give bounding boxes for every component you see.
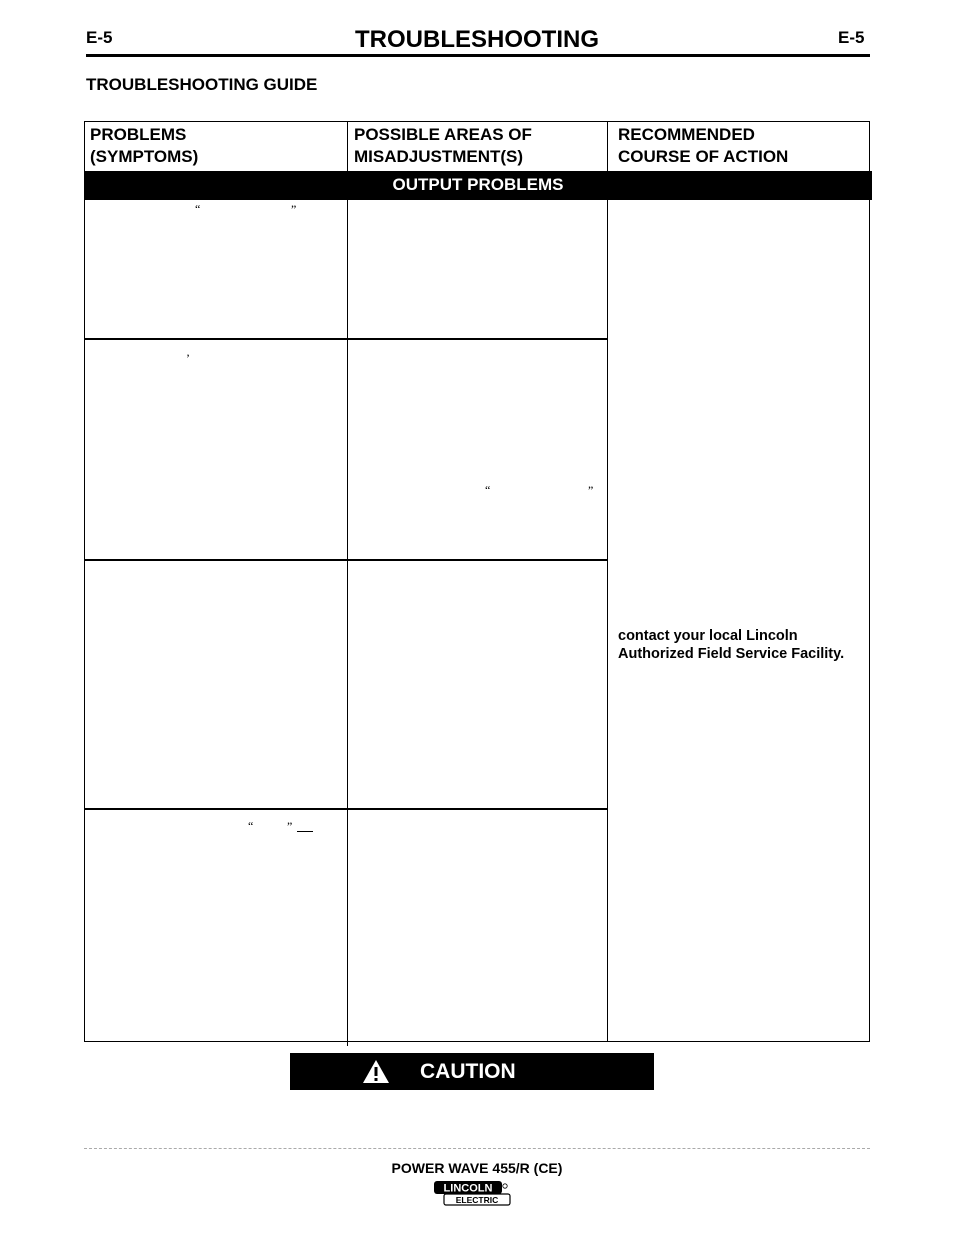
output-problems-label: OUTPUT PROBLEMS bbox=[392, 175, 564, 194]
footer-divider bbox=[84, 1148, 870, 1149]
column-divider bbox=[347, 122, 348, 171]
column-divider bbox=[607, 122, 608, 171]
column-divider bbox=[347, 200, 348, 1046]
column-header-action: RECOMMENDED COURSE OF ACTION bbox=[618, 125, 789, 166]
quote-mark: ” bbox=[287, 819, 293, 833]
troubleshooting-table bbox=[84, 121, 870, 1042]
section-code-left: E-5 bbox=[86, 28, 113, 47]
section-code-right: E-5 bbox=[838, 28, 865, 47]
warning-triangle-icon bbox=[362, 1059, 390, 1084]
column-divider bbox=[607, 200, 608, 1042]
logo-bottom-text: ELECTRIC bbox=[455, 1195, 499, 1205]
quote-mark: “ bbox=[485, 483, 491, 497]
column-header-misadjustments: POSSIBLE AREAS OF MISADJUSTMENT(S) bbox=[354, 125, 532, 166]
logo-top-text: LINCOLN bbox=[443, 1182, 493, 1195]
page-title: TROUBLESHOOTING bbox=[355, 26, 599, 53]
quote-mark: “ bbox=[248, 819, 254, 833]
footer-model: POWER WAVE 455/R (CE) bbox=[391, 1160, 563, 1176]
quote-mark: ” bbox=[588, 483, 594, 497]
row-divider bbox=[85, 338, 608, 340]
caution-label: CAUTION bbox=[420, 1060, 516, 1083]
quote-mark: ’ bbox=[186, 351, 190, 365]
lincoln-electric-logo bbox=[433, 1180, 513, 1208]
registered-mark-icon bbox=[503, 1184, 507, 1188]
quote-mark: “ bbox=[195, 202, 201, 216]
row-divider bbox=[85, 808, 608, 810]
row-divider bbox=[85, 559, 608, 561]
title-rule bbox=[86, 54, 870, 57]
underline-mark bbox=[297, 831, 313, 832]
action-text: contact your local Lincoln Authorized Field Service Facility. bbox=[618, 628, 845, 662]
guide-title: TROUBLESHOOTING GUIDE bbox=[86, 75, 318, 94]
caution-banner bbox=[290, 1053, 654, 1090]
quote-mark: ” bbox=[291, 202, 297, 216]
column-header-problems: PROBLEMS (SYMPTOMS) bbox=[90, 125, 199, 166]
